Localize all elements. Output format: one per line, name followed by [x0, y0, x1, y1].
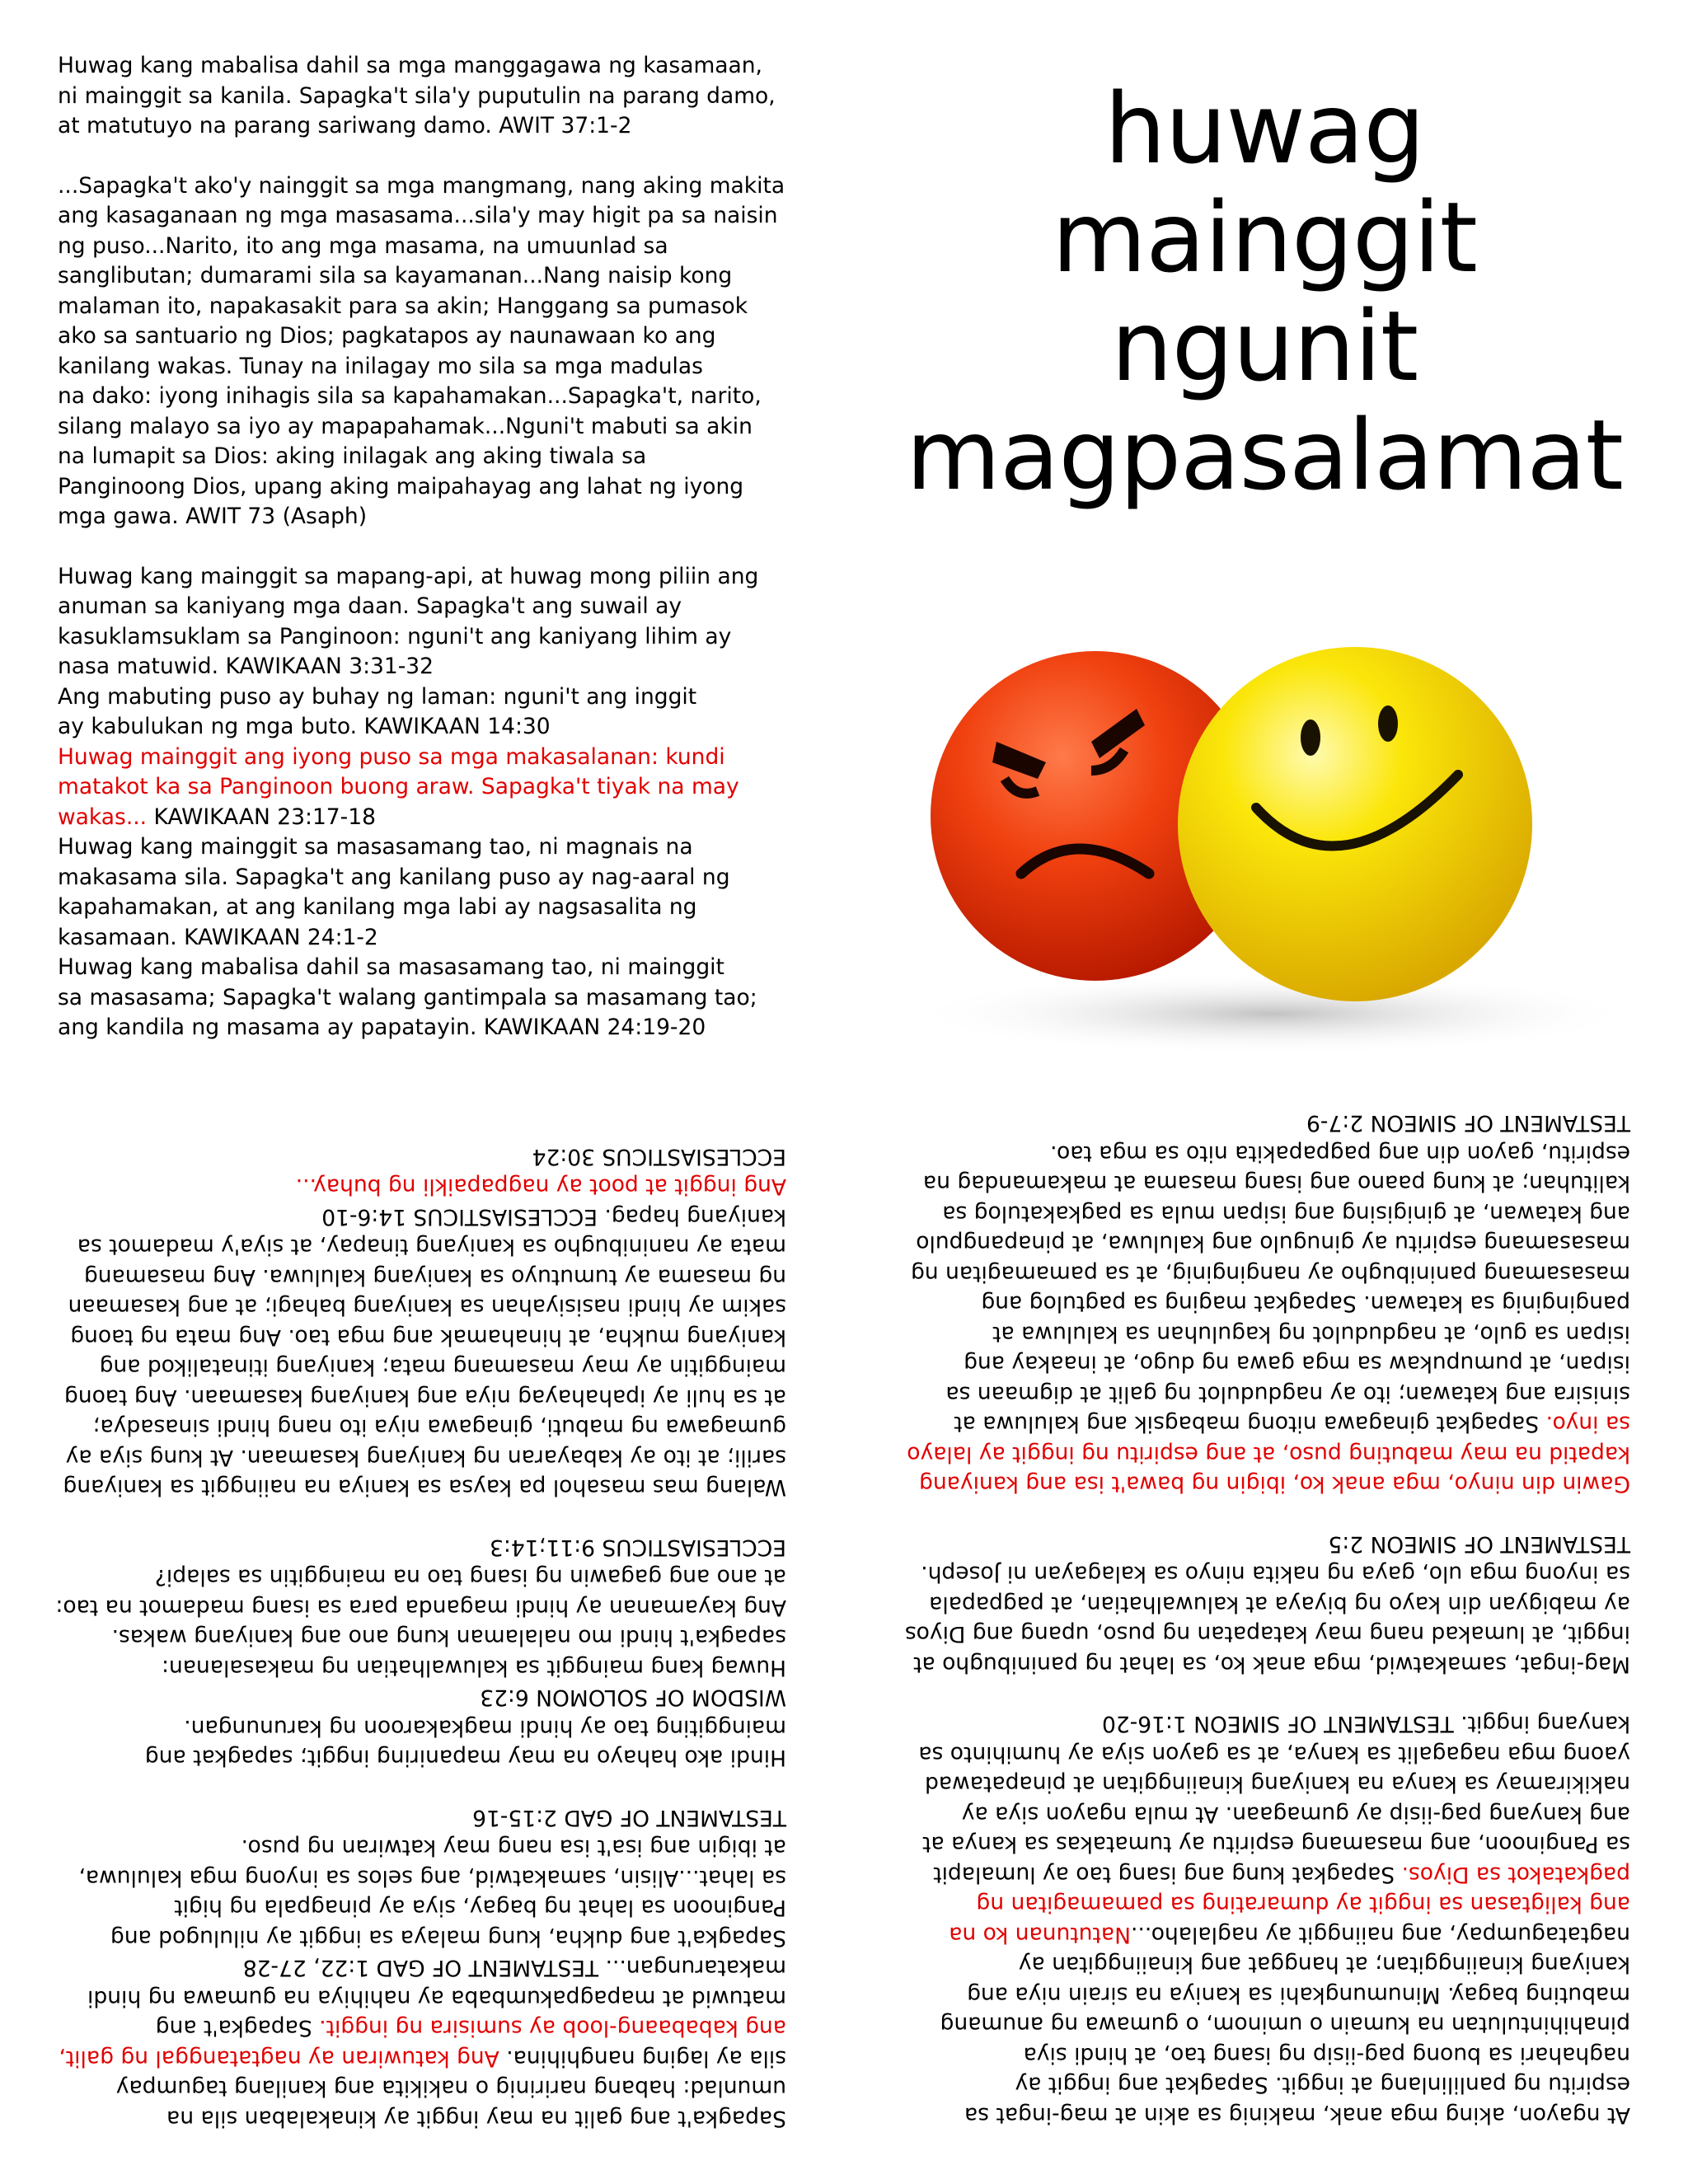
highlighted-verse: Ang inggit at poot ay nagpapaikli ng buhay... [295, 1174, 786, 1200]
wisdom-of-solomon-paragraph: Hindi ako hahayo na may mapaniring inggit; sapagkat ang mainggiting tao ay hindi magkakaroon ng karunungan. WISDOM OF SOLOMON 6:23 Huwag kang mainggit sa kaluwalhatian ng makasalanan: sapagka't hindi mo nalalaman kung ano ang kaniyang wakas. Ang kayamanan ay hindi maganda para sa isang madamot na tao: at ano ang gagawin ng isang tao na mainggitin sa salapi? ECCLESIASTICUS 9:11;14:3 [55, 1535, 786, 1771]
title-line-1: huwag [1104, 72, 1425, 185]
testament-of-gad-paragraph: Sapagka't ang galit na may inggit ay kinakalaban sila na umunlad: habang naririnig o nakikita ang kanilang tagumpay sila ay laging nanghihina. Ang katuwiran ay nagtatanggal ng galit, ang kababaang-loob ay sumisira ng inggit. Sapagka't ang matuwid at mapagpakumbaba ay nahihiya na gumawa ng hindi makatarungan... TESTAMENT OF GAD 1:22, 27-28 Sapagka't ang dukha, kung malaya sa inggit ay nilulugod ang Panginoon sa lahat ng bagay, siya ay pinagpala ng higit sa lahat...Alisin, samakatwid, ang selos sa inyong mga kaluluwa, at ibigin ang isa't isa nang may katwiran ng puso. TESTAMENT OF GAD 2:15-16 [59, 1805, 786, 2131]
ecclesiasticus-paragraph: Walang mas masahol pa kaysa sa kaniya na naiinggit sa kaniyang sarili; at ito ay kabayaran ng kaniyang kasamaan. At kung siya ay gumagawa ng mabuti, ginagawa niya ito nang hindi sinasadya; at sa huli ay ipahahayag niya ang kaniyang kasamaan. Ang taong mainggitin ay may masamang mata; kaniyang itinatalikod ang kaniyang mukha, at hinahamak ang mga tao. Ang mata ng taong sakim ay hindi nasisiyahan sa kaniyang bahagi; at ang kasamaan ng masama ay tumutuyo sa kaniyang kaluluwa. Ang masamang mata ay naninibugho sa kaniyang tinapay, at siya'y madamot sa kaniyang hapag. ECCLESIASTICUS 14:6-10 [63, 1204, 786, 1501]
simeon-2-7-paragraph: Gawin din ninyo, mga anak ko, ibigin ng bawa't isa ang kaniyang kapatid na may mabuting puso, at ang espiritu ng inggit ay lalayo sa inyo. Sapagkat ginagawa nitong mabagsik ang kaluluwa at sinisira ang katawan; ito ay nagdudulot ng galit at digmaan sa isipan, at pumupukaw sa mga gawa ng dugo, at inaakay ang isipan sa gulo, at nagdudulot ng kaguluhan sa kaluluwa at panginginig sa katawan. Sapagkat maging sa pagtulog ang masasamang paninibugho ay nanginginig, at sa pamamagitan ng masasamang espiritu ay ginugulo ang kaluluwa, at pinapangpulo ang katawan, at ginigising ang isipan mula sa pagkakatulog sa kalituhan; at kung paano ang isang masama at makamandag na espiritu, gayon din ang pagpapakita nito sa mga tao. TESTAMENT OF SIMEON 2:7-9 [907, 1110, 1630, 1497]
highlighted-verse: Ang katuwiran ay nagtatanggal ng galit, ang kababaang-loob ay sumisira ng inggit. [59, 2015, 786, 2071]
simeon-1-paragraph: At ngayon, aking mga anak, makinig sa akin at mag-ingat sa espiritu ng panlilinlang at inggit. Sapagkat ang inggit ay naghahari sa buong pag-iisip ng isang tao, at hindi siya pinahihintulutan na kumain o uminom, o gumawa ng anumang mabuting bagay. Minumungkahi sa kaniya na sirain niya ang kaniyang kinaiinggitan; at hanggat ang kinaiinggitan ay nagtatagumpay, ang naiinggit ay naglalaho...Natutunan ko na ang kaligtasan sa inggit ay dumarating sa pamamagitan ng pagkatakot sa Diyos. Sapagkat kung ang isang tao ay lumalapit sa Panginoon, ang masamang espiritu ay tumatakas sa kanya at ang kanyang pag-iisip ay gumagaan. At mula ngayon siya ay nakikiramay sa kanya na kaniyang kinaiinggitan at pinapatawad yaong mga nagagalit sa kanya, at sa gayon siya ay humihinto sa kanyang inggit. TESTAMENT OF SIMEON 1:16-20 [918, 1711, 1630, 2128]
proverbs-3-paragraph: Huwag kang mainggit sa mapang-api, at huwag mong piliin ang anuman sa kaniyang mga daan. Sapagka't ang suwail ay kasuklamsuklam sa Panginoon: nguni't ang kaniyang lihim ay nasa matuwid. KAWIKAAN 3:31-32 Ang mabuting puso ay buhay ng laman: nguni't ang inggit ay kabulukan ng mga buto. KAWIKAAN 14:30 [58, 563, 759, 739]
emoji-illustration [844, 626, 1688, 1088]
title-line-3: ngunit [1110, 289, 1418, 403]
cover-title [893, 72, 1635, 512]
psalm-37-paragraph: Huwag kang mabalisa dahil sa mga manggagawa ng kasamaan, ni mainggit sa kanila. Sapagka't sila'y puputulin na parang damo, at matutuyo na parang sariwang damo. AWIT 37:1-2 [58, 53, 776, 138]
top-left-panel [58, 51, 799, 1043]
highlighted-verse: Huwag mainggit ang iyong puso sa mga makasalanan: kundi matakot ka sa Panginoon buong araw. Sapagka't tiyak na may wakas... [58, 743, 739, 830]
highlighted-verse: Gawin din ninyo, mga anak ko, ibigin ng bawa't isa ang kaniyang kapatid na may mabuting puso, at ang espiritu ng inggit ay lalayo sa inyo. [907, 1411, 1630, 1497]
simeon-2-5-paragraph: Mag-ingat, samakatwid, mga anak ko, sa lahat ng paninibugho at inggit, at lumakad nang may katapatan ng puso, upang ang Diyos ay mabigyan din kayo ng biyaya at kaluwalhatian, at pagpapala sa inyong mga ulo, gaya ng nakita ninyo sa kalagayan ni Joseph. TESTAMENT OF SIMEON 2:5 [904, 1531, 1630, 1677]
bottom-left-panel [0, 1092, 844, 2184]
title-line-2: mainggit [1052, 180, 1477, 294]
proverbs-24-text: KAWIKAAN 23:17-18 Huwag kang mainggit sa masasamang tao, ni magnais na makasama sila. Sapagka't ang kanilang puso ay nag-aaral ng kapahamakan, at ang kanilang mga labi ay nagsasalita ng kasamaan. KAWIKAAN 24:1-2 Huwag kang mabalisa dahil sa masasamang tao, ni mainggit sa masasama; Sapagka't walang gantimpala sa masamang tao; ang kandila ng masama ay papatayin. KAWIKAAN 24:19-20 [58, 804, 757, 1040]
highlighted-verse: Natutunan ko na ang kaligtasan sa inggit ay dumarating sa pamamagitan ng pagkatakot sa Diyos. [949, 1862, 1630, 1947]
ecclesiasticus-30-reference: ECCLESIASTICUS 30:24 [532, 1144, 786, 1169]
smiley-face-icon [1178, 647, 1532, 1001]
cover-panel [844, 0, 1688, 1088]
proverbs-23-paragraph [58, 743, 799, 1043]
bottom-right-panel [844, 1092, 1688, 2184]
psalm-73-paragraph: ...Sapagka't ako'y nainggit sa mga mangmang, nang aking makita ang kasaganaan ng mga masasama...sila'y may higit pa sa naisin ng puso...Narito, ito ang mga masama, na umuunlad sa sanglibutan; dumarami sila sa kayamanan...Nang naisip kong malaman ito, napakasakit para sa akin; Hanggang sa pumasok ako sa santuario ng Dios; pagkatapos ay naunawaan ko ang kanilang wakas. Tunay na inilagay mo sila sa mga madulas na dako: iyong inihagis sila sa kapahamakan...Sapagka't, narito, silang malayo sa iyo ay mapapahamak...Nguni't mabuti sa akin na lumapit sa Dios: aking inilagak ang aking tiwala sa Panginoong Dios, upang aking maipahayag ang lahat ng iyong mga gawa. AWIT 73 (Asaph) [58, 172, 785, 529]
title-line-4: magpasalamat [906, 398, 1623, 512]
